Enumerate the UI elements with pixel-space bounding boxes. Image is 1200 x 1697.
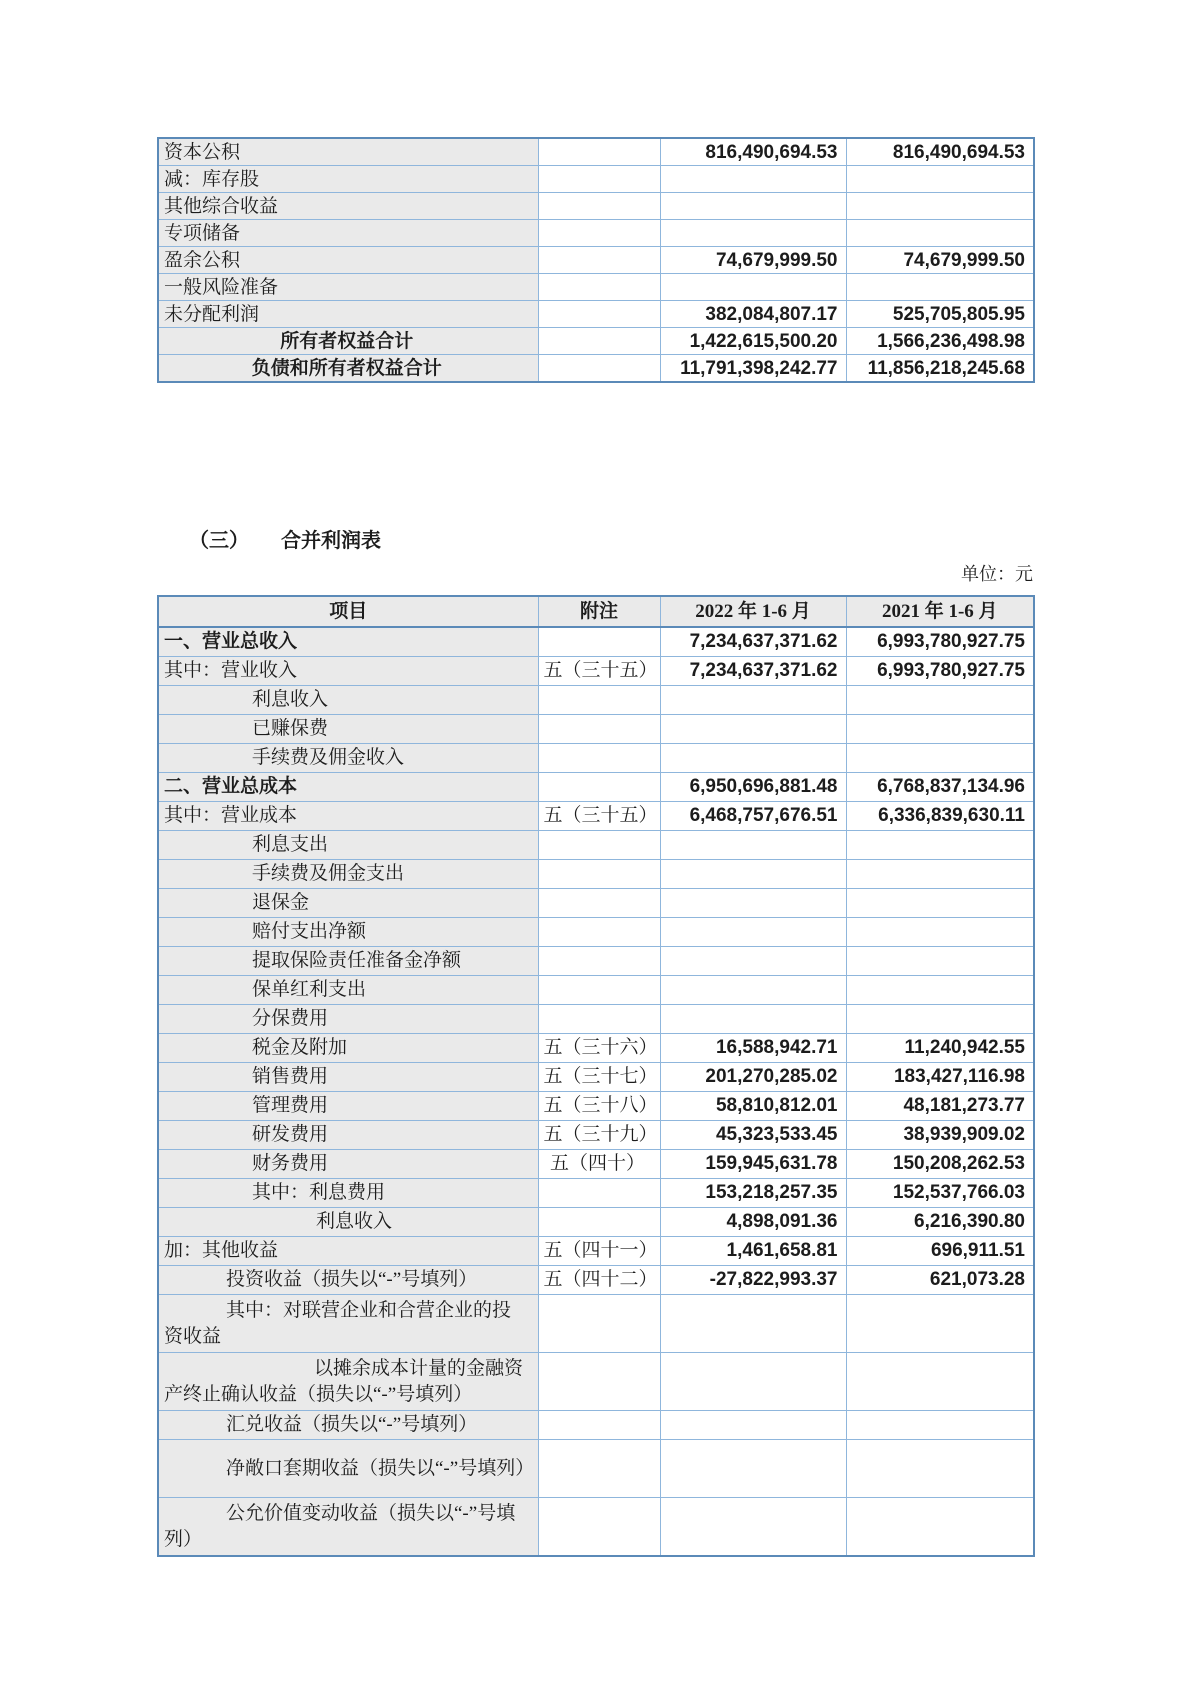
row-value-current-cell [660, 1440, 846, 1498]
row-value-prior-cell: 11,856,218,245.68 [846, 355, 1034, 383]
row-label-cell: 以摊余成本计量的金融资产终止确认收益（损失以“-”号填列） [158, 1353, 538, 1411]
table-row [158, 1411, 1034, 1440]
header-row [158, 596, 1034, 627]
row-label-cell: 财务费用 [158, 1150, 538, 1179]
row-label-cell: 税金及附加 [158, 1034, 538, 1063]
row-value-prior-cell [846, 715, 1034, 744]
table-row [158, 1179, 1034, 1208]
table-row [158, 715, 1034, 744]
row-value-prior-cell [846, 1440, 1034, 1498]
row-label-cell: 退保金 [158, 889, 538, 918]
row-label-cell: 分保费用 [158, 1005, 538, 1034]
row-value-current-cell [660, 1498, 846, 1557]
table-row [158, 1237, 1034, 1266]
row-note-cell: 五（三十六） [538, 1034, 660, 1063]
row-note-cell [538, 274, 660, 301]
table-row [158, 744, 1034, 773]
row-note-cell [538, 1440, 660, 1498]
row-note-cell [538, 831, 660, 860]
row-value-current-cell [660, 686, 846, 715]
row-label-cell: 盈余公积 [158, 247, 538, 274]
row-value-current-cell: 153,218,257.35 [660, 1179, 846, 1208]
row-note-cell [538, 193, 660, 220]
section-title [189, 524, 381, 553]
row-value-current-cell: 6,468,757,676.51 [660, 802, 846, 831]
table-row [158, 166, 1034, 193]
row-value-current-cell [660, 860, 846, 889]
table-row [158, 860, 1034, 889]
row-value-prior-cell [846, 220, 1034, 247]
row-value-current-cell [660, 220, 846, 247]
row-note-cell [538, 686, 660, 715]
row-label-cell: 负债和所有者权益合计 [158, 355, 538, 383]
table-row [158, 1092, 1034, 1121]
row-value-current-cell: 1,461,658.81 [660, 1237, 846, 1266]
row-note-cell [538, 947, 660, 976]
row-note-cell [538, 976, 660, 1005]
table-row [158, 247, 1034, 274]
row-value-prior-cell [846, 1005, 1034, 1034]
row-value-prior-cell: 152,537,766.03 [846, 1179, 1034, 1208]
row-value-current-cell [660, 744, 846, 773]
row-note-cell [538, 860, 660, 889]
table-row [158, 918, 1034, 947]
row-value-prior-cell [846, 1353, 1034, 1411]
table-row [158, 657, 1034, 686]
row-value-current-cell: -27,822,993.37 [660, 1266, 846, 1295]
unit-label: 单位：元 [961, 564, 1033, 584]
row-value-current-cell [660, 831, 846, 860]
table-row [158, 1295, 1034, 1353]
row-value-prior-cell: 816,490,694.53 [846, 138, 1034, 166]
row-value-current-cell [660, 1411, 846, 1440]
row-value-prior-cell: 6,336,839,630.11 [846, 802, 1034, 831]
table-row [158, 220, 1034, 247]
row-label-cell: 汇兑收益（损失以“-”号填列） [158, 1411, 538, 1440]
row-note-cell [538, 301, 660, 328]
row-value-current-cell: 6,950,696,881.48 [660, 773, 846, 802]
table-row [158, 1498, 1034, 1557]
row-label-cell: 二、营业总成本 [158, 773, 538, 802]
row-label-cell: 专项储备 [158, 220, 538, 247]
table-row [158, 1063, 1034, 1092]
table-row [158, 1121, 1034, 1150]
row-note-cell: 五（四十一） [538, 1237, 660, 1266]
row-value-prior-cell: 6,216,390.80 [846, 1208, 1034, 1237]
row-label-cell: 资本公积 [158, 138, 538, 166]
row-label-cell: 管理费用 [158, 1092, 538, 1121]
row-note-cell [538, 918, 660, 947]
row-value-prior-cell [846, 1498, 1034, 1557]
row-label-cell: 保单红利支出 [158, 976, 538, 1005]
row-value-current-cell [660, 1295, 846, 1353]
row-value-prior-cell: 38,939,909.02 [846, 1121, 1034, 1150]
row-label-cell: 利息收入 [158, 1208, 538, 1237]
row-value-current-cell: 58,810,812.01 [660, 1092, 846, 1121]
row-value-prior-cell: 1,566,236,498.98 [846, 328, 1034, 355]
row-note-cell [538, 166, 660, 193]
row-note-cell [538, 744, 660, 773]
row-label-cell: 未分配利润 [158, 301, 538, 328]
row-value-current-cell: 16,588,942.71 [660, 1034, 846, 1063]
row-value-prior-cell: 6,993,780,927.75 [846, 627, 1034, 657]
row-value-prior-cell [846, 744, 1034, 773]
column-header-period-2021: 2021 年 1-6 月 [846, 596, 1034, 627]
table-row [158, 328, 1034, 355]
row-note-cell: 五（四十二） [538, 1266, 660, 1295]
column-header-item: 项目 [158, 596, 538, 627]
row-note-cell [538, 773, 660, 802]
row-note-cell [538, 247, 660, 274]
row-value-current-cell: 816,490,694.53 [660, 138, 846, 166]
row-note-cell [538, 889, 660, 918]
table-row [158, 301, 1034, 328]
table-row [158, 686, 1034, 715]
row-note-cell [538, 1411, 660, 1440]
row-label-cell: 投资收益（损失以“-”号填列） [158, 1266, 538, 1295]
row-value-current-cell [660, 1353, 846, 1411]
row-value-prior-cell: 48,181,273.77 [846, 1092, 1034, 1121]
row-value-prior-cell: 696,911.51 [846, 1237, 1034, 1266]
row-label-cell: 其中：营业收入 [158, 657, 538, 686]
table-row [158, 831, 1034, 860]
row-label-cell: 一、营业总收入 [158, 627, 538, 657]
row-note-cell [538, 220, 660, 247]
row-label-cell: 已赚保费 [158, 715, 538, 744]
row-value-prior-cell [846, 1295, 1034, 1353]
row-label-cell: 所有者权益合计 [158, 328, 538, 355]
row-note-cell: 五（三十五） [538, 802, 660, 831]
row-value-current-cell [660, 274, 846, 301]
table-row [158, 355, 1034, 383]
row-note-cell [538, 1005, 660, 1034]
row-label-cell: 其中：营业成本 [158, 802, 538, 831]
row-value-current-cell [660, 1005, 846, 1034]
row-note-cell: 五（三十五） [538, 657, 660, 686]
row-label-cell: 减：库存股 [158, 166, 538, 193]
row-note-cell [538, 715, 660, 744]
row-label-cell: 加：其他收益 [158, 1237, 538, 1266]
row-value-prior-cell: 150,208,262.53 [846, 1150, 1034, 1179]
row-label-cell: 净敞口套期收益（损失以“-”号填列） [158, 1440, 538, 1498]
income-statement-table [157, 595, 1035, 1557]
row-value-current-cell [660, 918, 846, 947]
row-value-prior-cell [846, 976, 1034, 1005]
table-row [158, 138, 1034, 166]
row-value-prior-cell [846, 686, 1034, 715]
row-value-current-cell: 159,945,631.78 [660, 1150, 846, 1179]
table-row [158, 802, 1034, 831]
row-value-prior-cell [846, 860, 1034, 889]
row-value-prior-cell [846, 947, 1034, 976]
row-value-current-cell: 4,898,091.36 [660, 1208, 846, 1237]
row-label-cell: 赔付支出净额 [158, 918, 538, 947]
row-value-prior-cell: 6,993,780,927.75 [846, 657, 1034, 686]
row-value-current-cell: 382,084,807.17 [660, 301, 846, 328]
row-value-current-cell: 7,234,637,371.62 [660, 627, 846, 657]
table-row [158, 627, 1034, 657]
table-row [158, 976, 1034, 1005]
row-note-cell: 五（三十八） [538, 1092, 660, 1121]
row-value-prior-cell [846, 831, 1034, 860]
row-value-prior-cell [846, 918, 1034, 947]
row-note-cell [538, 1179, 660, 1208]
row-label-cell: 利息收入 [158, 686, 538, 715]
table-row [158, 1440, 1034, 1498]
row-label-cell: 销售费用 [158, 1063, 538, 1092]
row-note-cell: 五（三十九） [538, 1121, 660, 1150]
row-value-current-cell: 201,270,285.02 [660, 1063, 846, 1092]
row-value-current-cell: 1,422,615,500.20 [660, 328, 846, 355]
table-row [158, 773, 1034, 802]
row-note-cell: 五（四十） [538, 1150, 660, 1179]
row-value-prior-cell [846, 193, 1034, 220]
row-label-cell: 利息支出 [158, 831, 538, 860]
row-note-cell [538, 627, 660, 657]
section-number: （三） [189, 530, 249, 552]
column-header-note: 附注 [538, 596, 660, 627]
row-note-cell [538, 1498, 660, 1557]
table-row [158, 1150, 1034, 1179]
table-row [158, 1005, 1034, 1034]
row-label-cell: 公允价值变动收益（损失以“-”号填列） [158, 1498, 538, 1557]
row-value-prior-cell [846, 1411, 1034, 1440]
row-value-current-cell [660, 947, 846, 976]
balance-sheet-table [157, 137, 1035, 383]
table-row [158, 1208, 1034, 1237]
row-value-current-cell: 74,679,999.50 [660, 247, 846, 274]
row-label-cell: 手续费及佣金支出 [158, 860, 538, 889]
row-value-prior-cell: 621,073.28 [846, 1266, 1034, 1295]
row-value-current-cell [660, 976, 846, 1005]
row-label-cell: 手续费及佣金收入 [158, 744, 538, 773]
section-title-text: 合并利润表 [281, 530, 381, 552]
row-label-cell: 一般风险准备 [158, 274, 538, 301]
table-row [158, 193, 1034, 220]
row-label-cell: 其中：对联营企业和合营企业的投资收益 [158, 1295, 538, 1353]
table-row [158, 889, 1034, 918]
row-label-cell: 其中：利息费用 [158, 1179, 538, 1208]
row-note-cell: 五（三十七） [538, 1063, 660, 1092]
row-value-prior-cell [846, 166, 1034, 193]
row-label-cell: 提取保险责任准备金净额 [158, 947, 538, 976]
row-value-current-cell [660, 889, 846, 918]
row-value-prior-cell: 11,240,942.55 [846, 1034, 1034, 1063]
row-note-cell [538, 1353, 660, 1411]
row-note-cell [538, 1208, 660, 1237]
row-label-cell: 其他综合收益 [158, 193, 538, 220]
row-note-cell [538, 1295, 660, 1353]
row-note-cell [538, 138, 660, 166]
row-value-current-cell [660, 715, 846, 744]
row-value-prior-cell: 183,427,116.98 [846, 1063, 1034, 1092]
row-value-current-cell: 7,234,637,371.62 [660, 657, 846, 686]
row-value-prior-cell: 74,679,999.50 [846, 247, 1034, 274]
row-value-current-cell: 45,323,533.45 [660, 1121, 846, 1150]
row-value-current-cell: 11,791,398,242.77 [660, 355, 846, 383]
row-value-current-cell [660, 166, 846, 193]
table-row [158, 274, 1034, 301]
table-row [158, 1266, 1034, 1295]
table-row [158, 1034, 1034, 1063]
row-label-cell: 研发费用 [158, 1121, 538, 1150]
table-row [158, 947, 1034, 976]
row-value-prior-cell [846, 889, 1034, 918]
column-header-period-2022: 2022 年 1-6 月 [660, 596, 846, 627]
row-value-prior-cell: 525,705,805.95 [846, 301, 1034, 328]
row-value-current-cell [660, 193, 846, 220]
row-note-cell [538, 355, 660, 383]
row-note-cell [538, 328, 660, 355]
row-value-prior-cell: 6,768,837,134.96 [846, 773, 1034, 802]
table-row [158, 1353, 1034, 1411]
row-value-prior-cell [846, 274, 1034, 301]
